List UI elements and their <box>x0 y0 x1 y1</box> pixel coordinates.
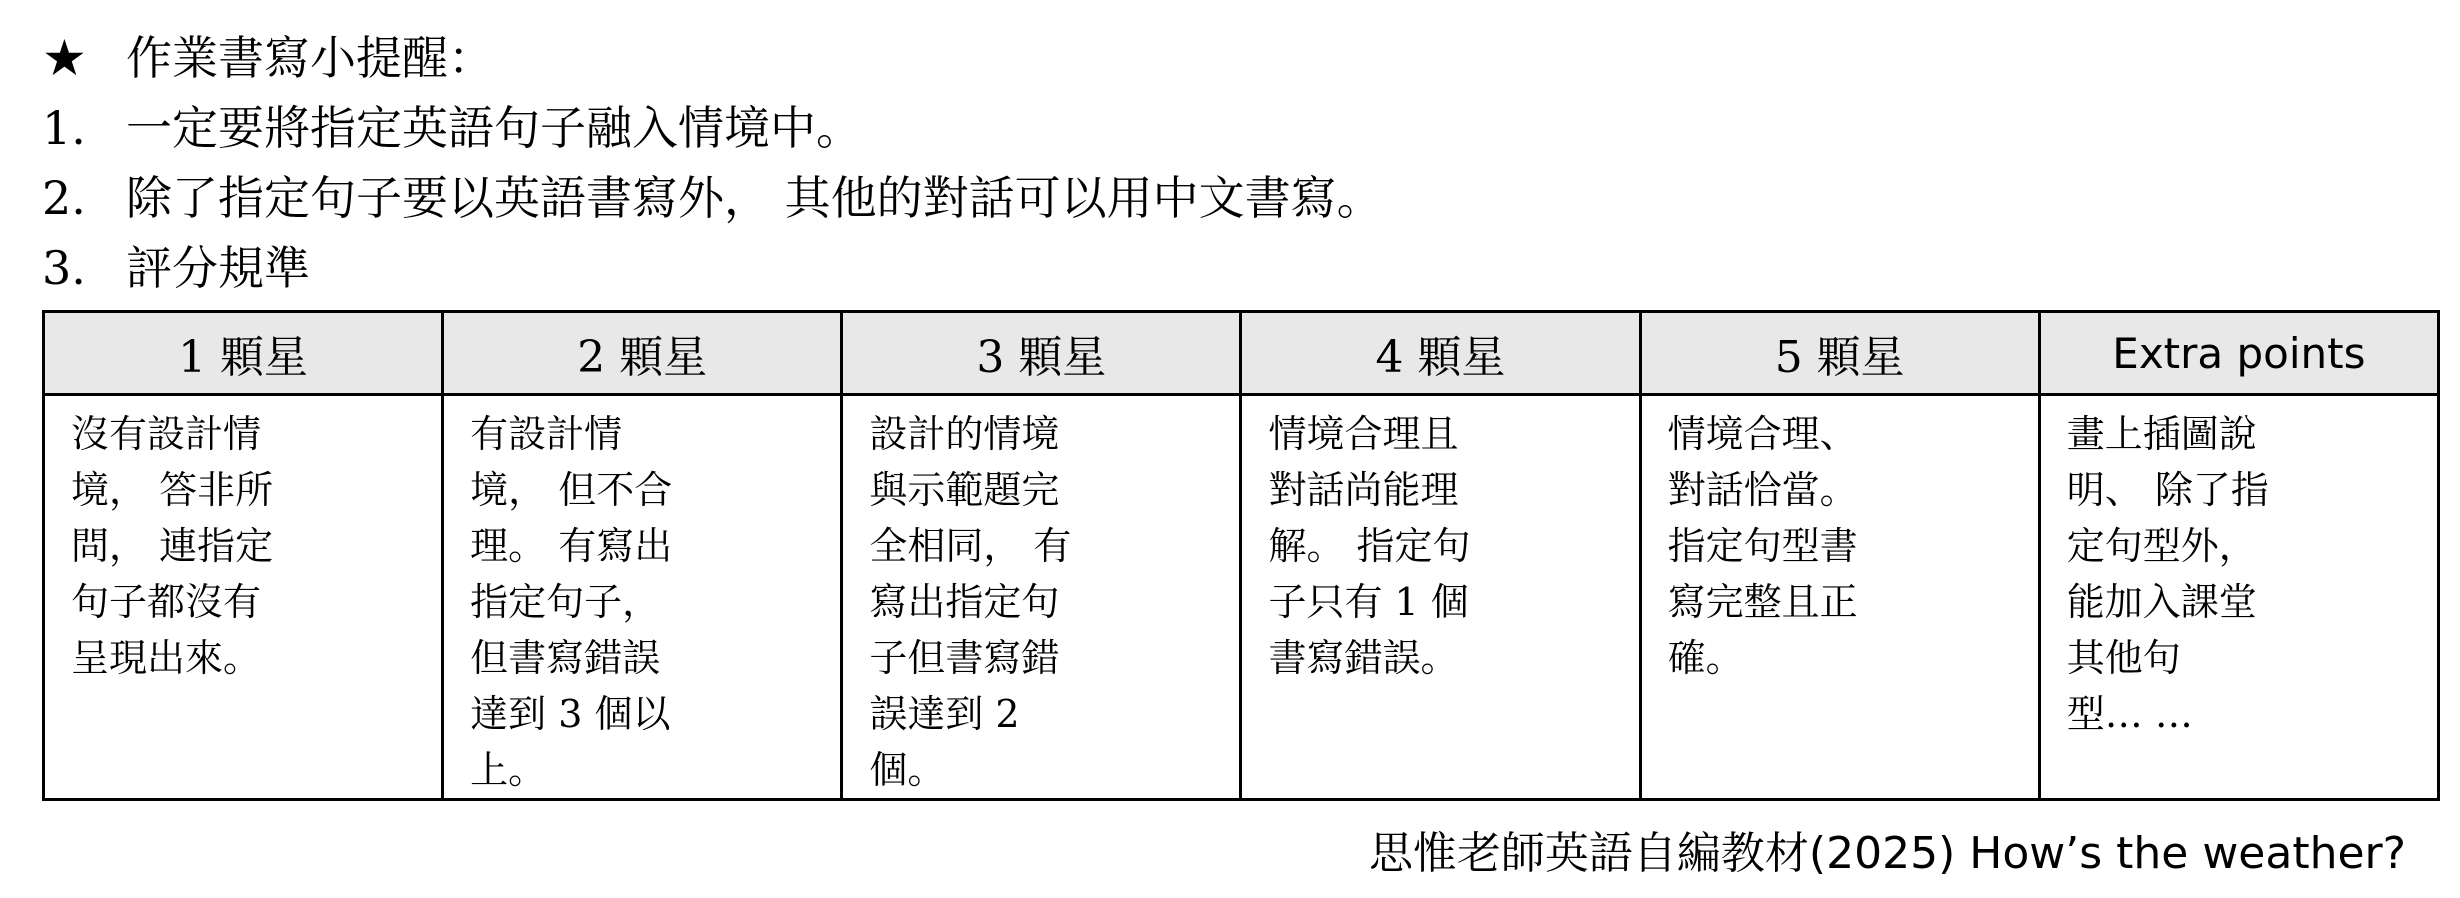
star-icon: ★ <box>42 29 87 87</box>
rubric-cell-2-star <box>443 395 842 800</box>
rubric-header-1-star: 1 顆星 <box>44 312 443 395</box>
reminder-item <box>42 100 862 156</box>
rubric-cell-text: 沒有設計情 境， 答非所 問， 連指定 句子都沒有 呈現出來。 <box>71 412 274 680</box>
rubric-cell-extra-points <box>2039 395 2438 800</box>
reminder-number: 3. <box>42 241 86 295</box>
reminder-heading <box>42 30 494 86</box>
rubric-cell-3-star <box>842 395 1241 800</box>
rubric-cell-1-star <box>44 395 443 800</box>
reminder-number: 2. <box>42 171 86 225</box>
rubric-cell-text: 有設計情 境， 但不合 理。 有寫出 指定句子， 但書寫錯誤 達到 3 個以 上。 <box>470 412 673 792</box>
rubric-cell-text: 畫上插圖說 明、 除了指 定句型外， 能加入課堂 其他句 型… … <box>2066 412 2269 736</box>
rubric-table <box>42 310 2440 801</box>
footer-credit: 思惟老師英語自編教材(2025) How’s the weather? <box>1368 828 2406 879</box>
rubric-cell-5-star <box>1640 395 2039 800</box>
reminder-text: 一定要將指定英語句子融入情境中。 <box>126 101 862 155</box>
rubric-cell-text: 情境合理且 對話尚能理 解。 指定句 子只有 1 個 書寫錯誤。 <box>1268 412 1471 680</box>
reminder-heading-text: 作業書寫小提醒： <box>126 31 494 85</box>
rubric-cell-text: 情境合理、 對話恰當。 指定句型書 寫完整且正 確。 <box>1667 412 1858 680</box>
reminder-text: 除了指定句子要以英語書寫外， 其他的對話可以用中文書寫。 <box>126 171 1383 225</box>
rubric-criteria-row <box>44 395 2439 800</box>
rubric-header-extra-points: Extra points <box>2039 312 2438 395</box>
rubric-cell-4-star <box>1241 395 1640 800</box>
reminder-text: 評分規準 <box>126 241 310 295</box>
reminder-number: 1. <box>42 101 86 155</box>
reminder-item <box>42 170 1383 226</box>
rubric-header-row <box>44 312 2439 395</box>
rubric-header-5-star: 5 顆星 <box>1640 312 2039 395</box>
rubric-header-3-star: 3 顆星 <box>842 312 1241 395</box>
rubric-header-2-star: 2 顆星 <box>443 312 842 395</box>
reminder-item <box>42 240 310 296</box>
rubric-cell-text: 設計的情境 與示範題完 全相同， 有 寫出指定句 子但書寫錯 誤達到 2 個。 <box>869 412 1072 792</box>
rubric-header-4-star: 4 顆星 <box>1241 312 1640 395</box>
